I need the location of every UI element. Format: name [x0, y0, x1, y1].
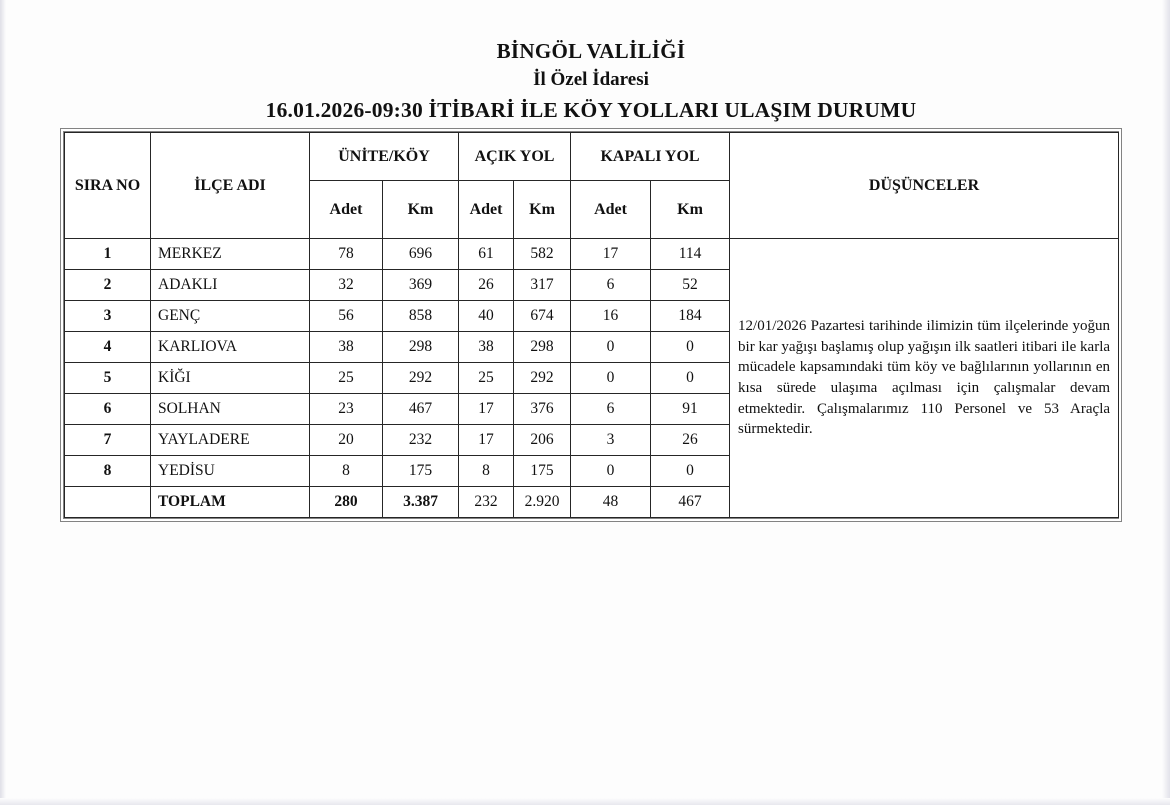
cell-no: 6	[65, 394, 151, 425]
col-header-acik-yol: AÇIK YOL	[459, 133, 571, 181]
cell-kapali-adet: 16	[571, 301, 651, 332]
cell-no	[65, 487, 151, 518]
cell-kapali-km: 0	[651, 363, 730, 394]
cell-acik-km: 2.920	[514, 487, 571, 518]
cell-ilce: SOLHAN	[151, 394, 310, 425]
cell-acik-km: 376	[514, 394, 571, 425]
cell-ilce: GENÇ	[151, 301, 310, 332]
cell-unite-adet: 280	[310, 487, 383, 518]
cell-unite-km: 175	[383, 456, 459, 487]
cell-unite-adet: 23	[310, 394, 383, 425]
cell-unite-km: 369	[383, 270, 459, 301]
col-header-kapali-yol: KAPALI YOL	[571, 133, 730, 181]
cell-acik-adet: 17	[459, 425, 514, 456]
document-header	[60, 40, 1122, 121]
cell-ilce: ADAKLI	[151, 270, 310, 301]
cell-unite-km: 298	[383, 332, 459, 363]
cell-unite-adet: 78	[310, 239, 383, 270]
cell-no: 7	[65, 425, 151, 456]
cell-no: 8	[65, 456, 151, 487]
cell-unite-adet: 25	[310, 363, 383, 394]
cell-acik-km: 292	[514, 363, 571, 394]
cell-kapali-adet: 17	[571, 239, 651, 270]
cell-kapali-adet: 3	[571, 425, 651, 456]
cell-unite-km: 696	[383, 239, 459, 270]
cell-acik-adet: 61	[459, 239, 514, 270]
col-subheader-acik-km: Km	[514, 181, 571, 239]
cell-no: 5	[65, 363, 151, 394]
road-status-table	[64, 132, 1119, 518]
cell-kapali-km: 0	[651, 456, 730, 487]
cell-kapali-km: 26	[651, 425, 730, 456]
col-header-ilce-adi: İLÇE ADI	[151, 133, 310, 239]
cell-ilce: MERKEZ	[151, 239, 310, 270]
cell-ilce: YEDİSU	[151, 456, 310, 487]
header-row-groups	[65, 133, 1119, 181]
cell-unite-km: 3.387	[383, 487, 459, 518]
org-subtitle: İl Özel İdaresi	[533, 69, 649, 90]
table-body	[65, 239, 1119, 518]
cell-acik-km: 582	[514, 239, 571, 270]
cell-no: 4	[65, 332, 151, 363]
page-edge-left	[0, 0, 6, 805]
cell-ilce: TOPLAM	[151, 487, 310, 518]
cell-ilce: KİĞI	[151, 363, 310, 394]
notes-cell: 12/01/2026 Pazartesi tarihinde ilimizin tüm ilçelerinde yoğun bir kar yağışı başlamış olup yağışın ilk saatleri itibari ile karla mücadele kapsamındaki tüm köy ve bağlılarının yollarının en kısa sürede ulaşıma açılması için çalışmalar devam etmektedir. Çalışmalarımız 110 Personel ve 53 Araçla sürmektedir.	[730, 239, 1119, 518]
cell-unite-km: 467	[383, 394, 459, 425]
road-status-table-frame	[60, 128, 1122, 522]
col-subheader-kapali-adet: Adet	[571, 181, 651, 239]
col-header-dusunceler: DÜŞÜNCELER	[730, 133, 1119, 239]
cell-kapali-adet: 48	[571, 487, 651, 518]
cell-kapali-km: 52	[651, 270, 730, 301]
cell-kapali-adet: 6	[571, 270, 651, 301]
table-head	[65, 133, 1119, 239]
col-subheader-acik-adet: Adet	[459, 181, 514, 239]
cell-unite-km: 858	[383, 301, 459, 332]
cell-unite-km: 292	[383, 363, 459, 394]
col-subheader-unite-km: Km	[383, 181, 459, 239]
cell-ilce: YAYLADERE	[151, 425, 310, 456]
cell-kapali-adet: 0	[571, 456, 651, 487]
cell-kapali-km: 0	[651, 332, 730, 363]
cell-acik-km: 298	[514, 332, 571, 363]
col-subheader-unite-adet: Adet	[310, 181, 383, 239]
cell-ilce: KARLIOVA	[151, 332, 310, 363]
cell-no: 2	[65, 270, 151, 301]
cell-acik-adet: 25	[459, 363, 514, 394]
cell-unite-adet: 8	[310, 456, 383, 487]
cell-unite-adet: 20	[310, 425, 383, 456]
cell-kapali-km: 114	[651, 239, 730, 270]
cell-kapali-km: 184	[651, 301, 730, 332]
org-title: BİNGÖL VALİLİĞİ	[496, 39, 686, 63]
cell-kapali-adet: 6	[571, 394, 651, 425]
cell-acik-adet: 17	[459, 394, 514, 425]
cell-acik-km: 206	[514, 425, 571, 456]
cell-acik-km: 317	[514, 270, 571, 301]
cell-kapali-adet: 0	[571, 332, 651, 363]
cell-acik-adet: 40	[459, 301, 514, 332]
report-title: 16.01.2026-09:30 İTİBARİ İLE KÖY YOLLARI ULAŞIM DURUMU	[265, 98, 917, 122]
cell-kapali-km: 467	[651, 487, 730, 518]
cell-acik-adet: 26	[459, 270, 514, 301]
cell-unite-km: 232	[383, 425, 459, 456]
cell-acik-adet: 38	[459, 332, 514, 363]
cell-acik-adet: 8	[459, 456, 514, 487]
cell-no: 1	[65, 239, 151, 270]
cell-no: 3	[65, 301, 151, 332]
cell-kapali-adet: 0	[571, 363, 651, 394]
col-subheader-kapali-km: Km	[651, 181, 730, 239]
page-edge-bottom	[0, 798, 1170, 805]
page-edge-right	[1162, 0, 1170, 805]
cell-unite-adet: 56	[310, 301, 383, 332]
col-header-unite-koy: ÜNİTE/KÖY	[310, 133, 459, 181]
cell-acik-km: 175	[514, 456, 571, 487]
cell-kapali-km: 91	[651, 394, 730, 425]
cell-unite-adet: 32	[310, 270, 383, 301]
cell-acik-adet: 232	[459, 487, 514, 518]
table-row	[65, 239, 1119, 270]
col-header-sira-no: SIRA NO	[65, 133, 151, 239]
cell-unite-adet: 38	[310, 332, 383, 363]
cell-acik-km: 674	[514, 301, 571, 332]
